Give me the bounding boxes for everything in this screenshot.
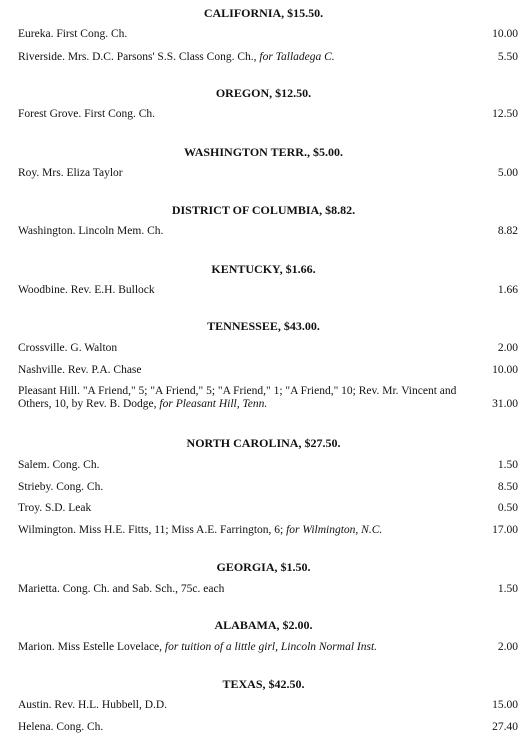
entry-description [18,699,518,712]
section-heading-north-carolina: NORTH CAROLINA, $27.50. [186,436,341,450]
entry-description [18,524,518,537]
entry-description [18,481,518,494]
entry-amount: 12.50 [492,108,518,120]
entry-description [18,51,518,64]
entry-amount: 10.00 [492,28,518,40]
entry-text: Nashville. Rev. P.A. Chase [18,364,142,376]
entry-text: Strieby. Cong. Ch. [18,481,104,493]
entry-row [18,641,518,654]
entry-amount: 10.00 [492,364,518,376]
entry-description [18,721,518,734]
entry-row [18,524,518,537]
entry-text: Austin. Rev. H.L. Hubbell, D.D. [18,699,168,711]
entry-note: for Pleasant Hill, Tenn. [159,398,268,410]
entry-text: Marion. Miss Estelle Lovelace, [18,641,165,653]
entry-text: Washington. Lincoln Mem. Ch. [18,225,164,237]
entry-description [18,459,518,472]
section-heading-alabama: ALABAMA, $2.00. [214,618,313,632]
section-heading-washington-terr: WASHINGTON TERR., $5.00. [184,145,343,159]
entry-amount: 31.00 [492,398,518,410]
section-heading-kentucky: KENTUCKY, $1.66. [211,262,316,276]
entry-row [18,385,518,411]
section-heading-california: CALIFORNIA, $15.50. [203,6,324,20]
entry-text: Roy. Mrs. Eliza Taylor [18,167,123,179]
entry-description [18,225,518,238]
entry-amount: 15.00 [492,699,518,711]
entry-row [18,284,518,297]
entry-text: Riverside. Mrs. D.C. Parsons' S.S. Class Cong. Ch., [18,51,260,63]
entry-amount: 1.50 [497,459,518,471]
entry-row [18,28,518,41]
entry-amount: 27.40 [492,721,518,733]
entry-amount: 1.66 [497,284,518,296]
entry-row [18,108,518,121]
entry-amount: 0.50 [497,502,518,514]
section-heading-tennessee: TENNESSEE, $43.00. [207,319,320,333]
entry-text: Troy. S.D. Leak [18,502,92,514]
entry-description [18,342,518,355]
entry-amount: 2.00 [497,641,518,653]
entry-description [18,385,483,411]
entry-description [18,108,518,121]
entry-note: for Wilmington, N.C. [286,524,383,536]
entry-amount: 8.82 [497,225,518,237]
entry-text: Crossville. G. Walton [18,342,118,354]
entry-amount: 5.50 [497,51,518,63]
entry-text: Marietta. Cong. Ch. and Sab. Sch., 75c. each [18,583,225,595]
entry-text: Pleasant Hill. "A Friend," 5; "A Friend," 5; "A Friend," 1; "A Friend," 10; Rev. Mr. Vincent and Others, 10, by Rev. B. Dodge, [18,385,457,410]
entry-row [18,364,518,377]
entry-row [18,342,518,355]
entry-amount: 1.50 [497,583,518,595]
entry-amount: 17.00 [492,524,518,536]
entry-description [18,167,518,180]
entry-text: Eureka. First Cong. Ch. [18,28,128,40]
entry-row [18,459,518,472]
entry-row [18,167,518,180]
entry-note: for Talladega C. [259,51,335,63]
section-heading-district-of-columbia: DISTRICT OF COLUMBIA, $8.82. [171,203,356,217]
entry-row [18,51,518,64]
section-heading-oregon: OREGON, $12.50. [215,86,312,100]
entry-text: Salem. Cong. Ch. [18,459,100,471]
entry-description [18,583,518,596]
entry-description [18,364,518,377]
entry-text: Forest Grove. First Cong. Ch. [18,108,156,120]
entry-row [18,225,518,238]
entry-note: for tuition of a little girl, Lincoln Normal Inst. [164,641,378,653]
entry-amount: 5.00 [497,167,518,179]
entry-description [18,284,518,297]
entry-text: Helena. Cong. Ch. [18,721,104,733]
entry-row [18,721,518,734]
entry-amount: 8.50 [497,481,518,493]
entry-row [18,502,518,515]
entry-amount: 2.00 [497,342,518,354]
entry-text: Woodbine. Rev. E.H. Bullock [18,284,155,296]
section-heading-texas: TEXAS, $42.50. [222,677,305,691]
entry-row [18,481,518,494]
entry-text: Wilmington. Miss H.E. Fitts, 11; Miss A.E. Farrington, 6; [18,524,287,536]
entry-description [18,502,518,515]
entry-row [18,583,518,596]
section-heading-georgia: GEORGIA, $1.50. [216,560,311,574]
entry-description [18,28,518,41]
entry-description [18,641,518,654]
entry-row [18,699,518,712]
